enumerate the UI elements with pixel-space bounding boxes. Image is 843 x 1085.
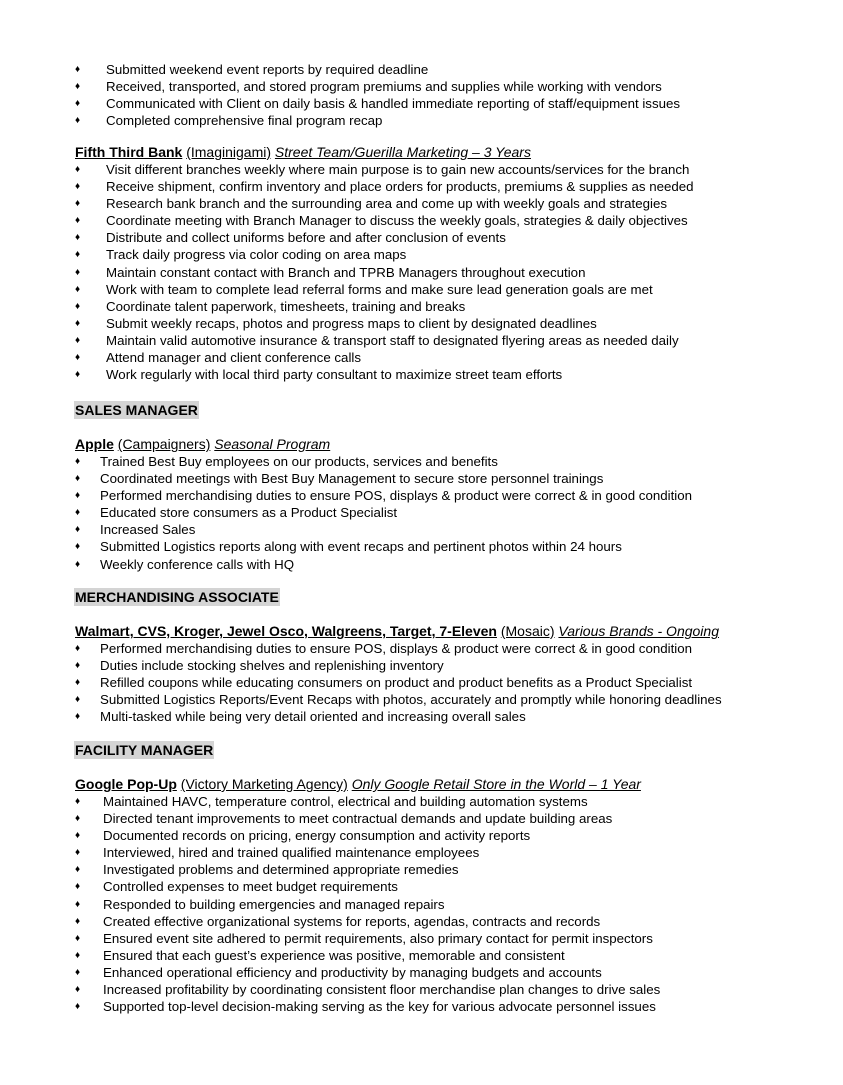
bullet-text: Weekly conference calls with HQ [100,556,295,572]
diamond-bullet-icon: ♦ [75,334,81,346]
diamond-bullet-icon: ♦ [75,81,81,93]
bullet-item [75,521,815,538]
job-heading-fifth-third [75,143,531,161]
bullet-item [75,998,815,1015]
diamond-bullet-icon: ♦ [75,266,81,278]
agency-name: (Campaigners) [117,436,211,452]
bullet-text: Increased profitability by coordinating consistent floor merchandise plan changes to drive sales [103,982,661,998]
diamond-bullet-icon: ♦ [75,898,81,910]
bullet-item [75,861,815,878]
diamond-bullet-icon: ♦ [75,115,81,127]
job-heading-retail-brands [75,622,719,640]
bullet-item [75,691,815,708]
bullet-item [75,332,815,349]
diamond-bullet-icon: ♦ [75,984,81,996]
bullet-text: Attend manager and client conference calls [106,350,362,366]
bullet-text: Submitted Logistics reports along with event recaps and pertinent photos within 24 hours [100,539,622,555]
bullet-item [75,349,815,366]
role-title: Seasonal Program [214,436,331,452]
bullet-item [75,844,815,861]
bullet-item [75,556,815,573]
bullet-item [75,674,815,691]
bullet-text: Interviewed, hired and trained qualified maintenance employees [103,845,480,861]
bullet-text: Investigated problems and determined appropriate remedies [103,862,459,878]
diamond-bullet-icon: ♦ [75,558,81,570]
bullet-text: Maintain valid automotive insurance & transport staff to designated flyering areas as needed daily [106,332,679,348]
agency-name: (Imaginigami) [186,144,272,160]
diamond-bullet-icon: ♦ [75,369,81,381]
bullet-text: Work regularly with local third party consultant to maximize street team efforts [106,367,563,383]
role-title: Various Brands - Ongoing [558,623,719,639]
bullet-text: Ensured event site adhered to permit requirements, also primary contact for permit inspectors [103,930,653,946]
diamond-bullet-icon: ♦ [75,98,81,110]
bullet-item [75,708,815,725]
bullet-text: Directed tenant improvements to meet contractual demands and update building areas [103,811,613,827]
bullet-text: Submitted weekend event reports by required deadline [106,62,429,77]
bullet-item [75,810,815,827]
bullet-text: Increased Sales [100,522,196,538]
bullet-item [75,964,815,981]
company-name: Walmart, CVS, Kroger, Jewel Osco, Walgreens, Target, 7-Eleven [75,623,497,639]
bullet-text: Performed merchandising duties to ensure POS, displays & product were correct & in good condition [100,641,693,656]
diamond-bullet-icon: ♦ [75,881,81,893]
diamond-bullet-icon: ♦ [75,473,81,485]
diamond-bullet-icon: ♦ [75,1001,81,1013]
diamond-bullet-icon: ♦ [75,541,81,553]
bullet-list-retail-brands [75,640,815,725]
diamond-bullet-icon: ♦ [75,932,81,944]
bullet-item [75,298,815,315]
bullet-text: Received, transported, and stored program premiums and supplies while working with vendors [106,79,662,95]
bullet-item [75,161,815,178]
bullet-item [75,264,815,281]
diamond-bullet-icon: ♦ [75,352,81,364]
bullet-text: Educated store consumers as a Product Specialist [100,505,398,521]
bullet-list-google [75,793,815,1015]
bullet-item [75,878,815,895]
bullet-item [75,981,815,998]
bullet-text: Ensured that each guest’s experience was positive, memorable and consistent [103,947,565,963]
bullet-text: Coordinated meetings with Best Buy Management to secure store personnel trainings [100,471,604,487]
bullet-list-fifth-third [75,161,815,383]
bullet-text: Coordinate talent paperwork, timesheets, training and breaks [106,298,466,314]
bullet-item [75,793,815,810]
bullet-item [75,281,815,298]
bullet-item [75,246,815,263]
bullet-item [75,61,815,78]
bullet-item [75,453,815,470]
bullet-text: Communicated with Client on daily basis & handled immediate reporting of staff/equipment issues [106,96,681,112]
role-title: Street Team/Guerilla Marketing – 3 Years [274,144,531,160]
diamond-bullet-icon: ♦ [75,677,81,689]
diamond-bullet-icon: ♦ [75,64,81,75]
bullet-item [75,78,815,95]
bullet-text: Maintain constant contact with Branch and TPRB Managers throughout execution [106,264,586,280]
agency-name: (Victory Marketing Agency) [180,776,348,792]
bullet-item [75,195,815,212]
bullet-item [75,913,815,930]
bullet-item [75,538,815,555]
bullet-text: Research bank branch and the surrounding area and come up with weekly goals and strategies [106,196,668,212]
bullet-text: Created effective organizational systems for reports, agendas, contracts and records [103,913,601,929]
company-name: Apple [75,436,114,452]
bullet-text: Coordinate meeting with Branch Manager to discuss the weekly goals, strategies & daily objectives [106,213,688,229]
bullet-item [75,487,815,504]
bullet-item [75,112,815,129]
diamond-bullet-icon: ♦ [75,694,81,706]
diamond-bullet-icon: ♦ [75,456,81,467]
diamond-bullet-icon: ♦ [75,507,81,519]
section-title-sales-manager: SALES MANAGER [75,402,198,418]
diamond-bullet-icon: ♦ [75,283,81,295]
diamond-bullet-icon: ♦ [75,524,81,536]
diamond-bullet-icon: ♦ [75,660,81,672]
company-name: Fifth Third Bank [75,144,183,160]
section-title-facility-manager: FACILITY MANAGER [75,742,214,758]
diamond-bullet-icon: ♦ [75,796,81,807]
bullet-text: Visit different branches weekly where main purpose is to gain new accounts/services for the branch [106,162,690,177]
bullet-item [75,896,815,913]
bullet-item [75,178,815,195]
diamond-bullet-icon: ♦ [75,198,81,210]
bullet-item [75,212,815,229]
job-heading-google [75,775,641,793]
bullet-text: Distribute and collect uniforms before and after conclusion of events [106,230,506,246]
bullet-item [75,366,815,383]
bullet-text: Track daily progress via color coding on area maps [106,247,407,263]
bullet-item [75,947,815,964]
bullet-item [75,315,815,332]
section-title-merchandising-associate: MERCHANDISING ASSOCIATE [75,589,279,605]
diamond-bullet-icon: ♦ [75,317,81,329]
bullet-text: Enhanced operational efficiency and productivity by managing budgets and accounts [103,964,602,980]
diamond-bullet-icon: ♦ [75,232,81,244]
diamond-bullet-icon: ♦ [75,181,81,193]
diamond-bullet-icon: ♦ [75,300,81,312]
bullet-item [75,827,815,844]
bullet-text: Responded to building emergencies and managed repairs [103,896,445,912]
bullet-list-apple [75,453,815,573]
bullet-item [75,657,815,674]
bullet-item [75,95,815,112]
agency-name: (Mosaic) [500,623,555,639]
diamond-bullet-icon: ♦ [75,215,81,227]
diamond-bullet-icon: ♦ [75,643,81,654]
bullet-text: Maintained HAVC, temperature control, electrical and building automation systems [103,794,588,809]
diamond-bullet-icon: ♦ [75,490,81,502]
diamond-bullet-icon: ♦ [75,847,81,859]
bullet-text: Completed comprehensive final program recap [106,113,383,129]
bullet-item [75,930,815,947]
bullet-list-block1 [75,61,815,129]
bullet-text: Duties include stocking shelves and replenishing inventory [100,658,444,674]
role-title: Only Google Retail Store in the World – 1 Year [351,776,641,792]
bullet-item [75,640,815,657]
bullet-text: Performed merchandising duties to ensure POS, displays & product were correct & in good condition [100,488,693,504]
bullet-text: Receive shipment, confirm inventory and place orders for products, premiums & supplies as needed [106,179,694,195]
diamond-bullet-icon: ♦ [75,813,81,825]
bullet-text: Work with team to complete lead referral forms and make sure lead generation goals are met [106,281,653,297]
diamond-bullet-icon: ♦ [75,915,81,927]
bullet-text: Submitted Logistics Reports/Event Recaps with photos, accurately and promptly while honoring deadlines [100,692,722,708]
bullet-item [75,504,815,521]
company-name: Google Pop-Up [75,776,177,792]
diamond-bullet-icon: ♦ [75,249,81,261]
bullet-text: Trained Best Buy employees on our products, services and benefits [100,454,498,469]
bullet-text: Multi-tasked while being very detail oriented and increasing overall sales [100,709,526,725]
bullet-text: Supported top-level decision-making serving as the key for various advocate personnel issues [103,999,656,1015]
diamond-bullet-icon: ♦ [75,864,81,876]
bullet-text: Refilled coupons while educating consumers on product and product benefits as a Product Specialist [100,675,693,691]
diamond-bullet-icon: ♦ [75,711,81,723]
diamond-bullet-icon: ♦ [75,966,81,978]
job-heading-apple [75,435,330,453]
bullet-text: Submit weekly recaps, photos and progress maps to client by designated deadlines [106,315,597,331]
diamond-bullet-icon: ♦ [75,830,81,842]
diamond-bullet-icon: ♦ [75,949,81,961]
bullet-item [75,229,815,246]
bullet-text: Documented records on pricing, energy consumption and activity reports [103,828,531,844]
bullet-text: Controlled expenses to meet budget requirements [103,879,398,895]
diamond-bullet-icon: ♦ [75,164,81,175]
bullet-item [75,470,815,487]
